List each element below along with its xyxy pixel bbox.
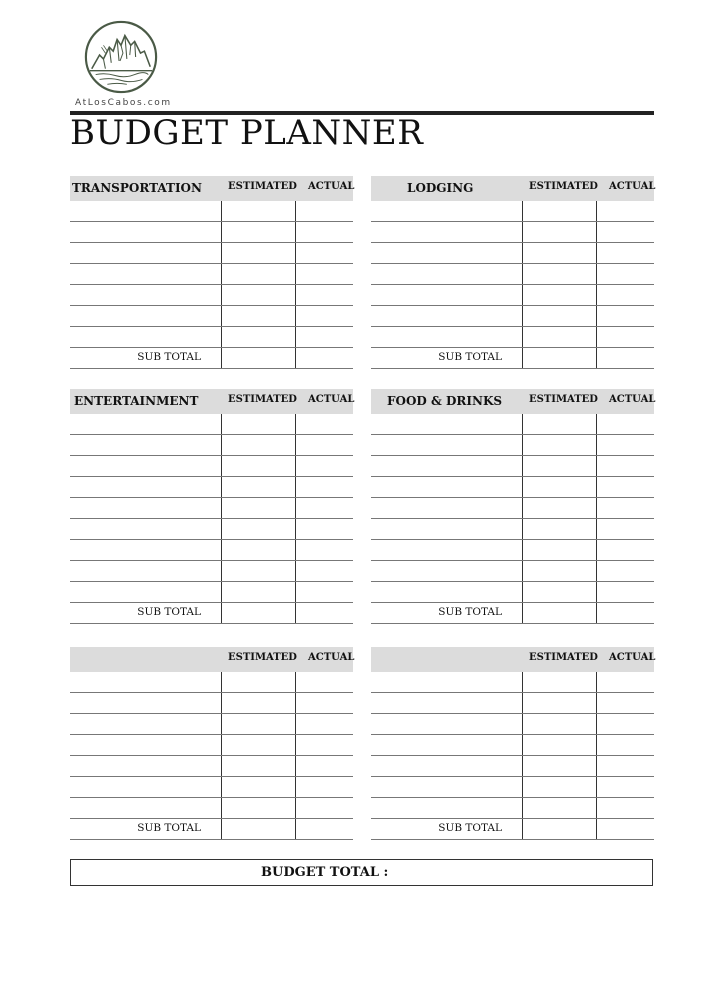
estimated-subtotal-cell[interactable] [522, 819, 523, 839]
entry-row[interactable] [70, 756, 353, 777]
entry-row[interactable] [70, 672, 353, 693]
actual-cell[interactable] [295, 777, 296, 797]
estimated-column-header: ESTIMATED [228, 652, 297, 663]
entry-row[interactable] [70, 285, 353, 306]
actual-cell[interactable] [596, 201, 597, 221]
subtotal-label: SUB TOTAL [438, 351, 502, 363]
estimated-cell[interactable] [221, 414, 222, 434]
actual-cell[interactable] [596, 540, 597, 560]
entry-row[interactable] [70, 243, 353, 264]
actual-cell[interactable] [596, 582, 597, 602]
entry-row[interactable] [70, 561, 353, 582]
actual-cell[interactable] [596, 672, 597, 692]
estimated-cell[interactable] [221, 285, 222, 305]
entry-row[interactable] [371, 714, 654, 735]
actual-cell[interactable] [295, 243, 296, 263]
budget-section-blank-left [70, 647, 353, 840]
entry-row[interactable] [70, 735, 353, 756]
actual-column-header: ACTUAL [308, 652, 355, 663]
subtotal-row[interactable] [70, 603, 353, 624]
entry-row[interactable] [70, 435, 353, 456]
estimated-cell[interactable] [221, 435, 222, 455]
estimated-cell[interactable] [522, 756, 523, 776]
logo-mountain-icon [82, 18, 160, 96]
estimated-cell[interactable] [221, 672, 222, 692]
estimated-cell[interactable] [221, 477, 222, 497]
actual-cell[interactable] [295, 798, 296, 818]
actual-cell[interactable] [596, 414, 597, 434]
entry-row[interactable] [371, 672, 654, 693]
actual-cell[interactable] [596, 693, 597, 713]
entry-row[interactable] [371, 540, 654, 561]
estimated-cell[interactable] [522, 456, 523, 476]
actual-cell[interactable] [295, 435, 296, 455]
entry-row[interactable] [70, 414, 353, 435]
estimated-cell[interactable] [221, 798, 222, 818]
entry-row[interactable] [371, 327, 654, 348]
estimated-subtotal-cell[interactable] [522, 348, 523, 368]
entry-row[interactable] [371, 264, 654, 285]
entry-row[interactable] [371, 735, 654, 756]
actual-subtotal-cell[interactable] [295, 603, 296, 623]
estimated-column-header: ESTIMATED [228, 394, 297, 405]
actual-cell[interactable] [596, 456, 597, 476]
actual-cell[interactable] [295, 222, 296, 242]
estimated-column-header: ESTIMATED [529, 181, 598, 192]
entry-row[interactable] [70, 306, 353, 327]
actual-cell[interactable] [295, 285, 296, 305]
entry-row[interactable] [371, 435, 654, 456]
estimated-column-header: ESTIMATED [228, 181, 297, 192]
actual-cell[interactable] [295, 735, 296, 755]
entry-row[interactable] [70, 327, 353, 348]
estimated-cell[interactable] [522, 561, 523, 581]
actual-cell[interactable] [596, 285, 597, 305]
actual-cell[interactable] [596, 519, 597, 539]
entry-row[interactable] [70, 201, 353, 222]
estimated-cell[interactable] [522, 477, 523, 497]
actual-cell[interactable] [596, 714, 597, 734]
entry-row[interactable] [371, 756, 654, 777]
actual-cell[interactable] [596, 327, 597, 347]
estimated-cell[interactable] [522, 285, 523, 305]
actual-cell[interactable] [596, 222, 597, 242]
actual-cell[interactable] [295, 582, 296, 602]
entry-row[interactable] [371, 498, 654, 519]
estimated-cell[interactable] [221, 519, 222, 539]
estimated-cell[interactable] [522, 264, 523, 284]
section-title: ENTERTAINMENT [74, 394, 199, 408]
actual-column-header: ACTUAL [308, 394, 355, 405]
entry-row[interactable] [371, 456, 654, 477]
actual-cell[interactable] [295, 201, 296, 221]
actual-cell[interactable] [295, 519, 296, 539]
actual-cell[interactable] [295, 477, 296, 497]
entry-row[interactable] [371, 477, 654, 498]
estimated-cell[interactable] [221, 777, 222, 797]
entry-row[interactable] [371, 582, 654, 603]
estimated-cell[interactable] [221, 456, 222, 476]
subtotal-label: SUB TOTAL [137, 351, 201, 363]
entry-row[interactable] [371, 519, 654, 540]
estimated-cell[interactable] [221, 498, 222, 518]
actual-cell[interactable] [596, 798, 597, 818]
budget-section-blank-right [371, 647, 654, 840]
section-header [371, 647, 654, 672]
budget-section-entertainment [70, 389, 353, 624]
entry-row[interactable] [70, 519, 353, 540]
estimated-cell[interactable] [522, 672, 523, 692]
entry-row[interactable] [371, 222, 654, 243]
section-title: TRANSPORTATION [72, 181, 202, 195]
section-header [70, 389, 353, 414]
estimated-cell[interactable] [522, 519, 523, 539]
actual-cell[interactable] [295, 414, 296, 434]
estimated-cell[interactable] [522, 693, 523, 713]
actual-cell[interactable] [295, 498, 296, 518]
entry-row[interactable] [371, 798, 654, 819]
entry-row[interactable] [70, 798, 353, 819]
entry-row[interactable] [70, 222, 353, 243]
actual-column-header: ACTUAL [308, 181, 355, 192]
actual-cell[interactable] [596, 735, 597, 755]
estimated-cell[interactable] [522, 798, 523, 818]
actual-cell[interactable] [596, 435, 597, 455]
entry-row[interactable] [70, 477, 353, 498]
actual-cell[interactable] [596, 498, 597, 518]
actual-cell[interactable] [596, 777, 597, 797]
section-header [70, 176, 353, 201]
subtotal-row[interactable] [371, 603, 654, 624]
subtotal-row[interactable] [70, 348, 353, 369]
entry-row[interactable] [70, 693, 353, 714]
section-header [70, 647, 353, 672]
estimated-cell[interactable] [522, 714, 523, 734]
actual-subtotal-cell[interactable] [596, 819, 597, 839]
estimated-cell[interactable] [221, 540, 222, 560]
actual-subtotal-cell[interactable] [596, 348, 597, 368]
actual-cell[interactable] [596, 306, 597, 326]
subtotal-label: SUB TOTAL [438, 606, 502, 618]
actual-cell[interactable] [295, 264, 296, 284]
estimated-cell[interactable] [522, 540, 523, 560]
actual-cell[interactable] [295, 540, 296, 560]
actual-cell[interactable] [295, 456, 296, 476]
estimated-cell[interactable] [221, 582, 222, 602]
section-title: FOOD & DRINKS [387, 394, 503, 408]
entry-row[interactable] [371, 201, 654, 222]
actual-cell[interactable] [596, 243, 597, 263]
estimated-cell[interactable] [221, 693, 222, 713]
entry-row[interactable] [70, 582, 353, 603]
entry-row[interactable] [371, 306, 654, 327]
estimated-cell[interactable] [522, 735, 523, 755]
entry-row[interactable] [70, 264, 353, 285]
budget-section-transportation [70, 176, 353, 369]
subtotal-row[interactable] [371, 819, 654, 840]
estimated-cell[interactable] [221, 243, 222, 263]
actual-column-header: ACTUAL [609, 181, 656, 192]
budget-section-lodging [371, 176, 654, 369]
actual-cell[interactable] [295, 714, 296, 734]
estimated-cell[interactable] [522, 243, 523, 263]
actual-cell[interactable] [596, 264, 597, 284]
actual-cell[interactable] [295, 693, 296, 713]
budget-section-food-drinks [371, 389, 654, 624]
estimated-cell[interactable] [522, 201, 523, 221]
section-header [371, 389, 654, 414]
entry-row[interactable] [70, 540, 353, 561]
estimated-cell[interactable] [221, 222, 222, 242]
entry-row[interactable] [70, 714, 353, 735]
subtotal-label: SUB TOTAL [438, 822, 502, 834]
section-header [371, 176, 654, 201]
estimated-cell[interactable] [221, 306, 222, 326]
estimated-cell[interactable] [221, 714, 222, 734]
section-title: LODGING [407, 181, 474, 195]
entry-row[interactable] [70, 456, 353, 477]
estimated-subtotal-cell[interactable] [221, 819, 222, 839]
estimated-column-header: ESTIMATED [529, 652, 598, 663]
estimated-cell[interactable] [522, 306, 523, 326]
estimated-cell[interactable] [221, 561, 222, 581]
actual-cell[interactable] [295, 672, 296, 692]
actual-cell[interactable] [295, 306, 296, 326]
subtotal-label: SUB TOTAL [137, 822, 201, 834]
estimated-cell[interactable] [522, 222, 523, 242]
budget-total-box[interactable] [70, 859, 653, 886]
actual-column-header: ACTUAL [609, 394, 656, 405]
estimated-column-header: ESTIMATED [529, 394, 598, 405]
actual-cell[interactable] [295, 327, 296, 347]
subtotal-label: SUB TOTAL [137, 606, 201, 618]
page-title: BUDGET PLANNER [70, 113, 424, 153]
actual-subtotal-cell[interactable] [596, 603, 597, 623]
estimated-cell[interactable] [221, 735, 222, 755]
estimated-subtotal-cell[interactable] [221, 348, 222, 368]
actual-cell[interactable] [295, 756, 296, 776]
estimated-cell[interactable] [522, 414, 523, 434]
entry-row[interactable] [371, 285, 654, 306]
actual-subtotal-cell[interactable] [295, 348, 296, 368]
estimated-cell[interactable] [221, 264, 222, 284]
entry-row[interactable] [371, 243, 654, 264]
estimated-cell[interactable] [221, 327, 222, 347]
estimated-cell[interactable] [522, 582, 523, 602]
entry-row[interactable] [371, 777, 654, 798]
actual-cell[interactable] [596, 477, 597, 497]
site-name: AtLosCabos.com [75, 98, 172, 108]
entry-row[interactable] [371, 561, 654, 582]
subtotal-row[interactable] [70, 819, 353, 840]
budget-total-label: BUDGET TOTAL : [261, 865, 389, 880]
estimated-cell[interactable] [522, 777, 523, 797]
estimated-cell[interactable] [221, 756, 222, 776]
actual-column-header: ACTUAL [609, 652, 656, 663]
entry-row[interactable] [70, 777, 353, 798]
estimated-cell[interactable] [522, 435, 523, 455]
estimated-cell[interactable] [522, 498, 523, 518]
estimated-cell[interactable] [522, 327, 523, 347]
actual-cell[interactable] [596, 756, 597, 776]
entry-row[interactable] [371, 693, 654, 714]
entry-row[interactable] [70, 498, 353, 519]
actual-cell[interactable] [596, 561, 597, 581]
actual-subtotal-cell[interactable] [295, 819, 296, 839]
actual-cell[interactable] [295, 561, 296, 581]
estimated-subtotal-cell[interactable] [522, 603, 523, 623]
subtotal-row[interactable] [371, 348, 654, 369]
entry-row[interactable] [371, 414, 654, 435]
estimated-subtotal-cell[interactable] [221, 603, 222, 623]
estimated-cell[interactable] [221, 201, 222, 221]
